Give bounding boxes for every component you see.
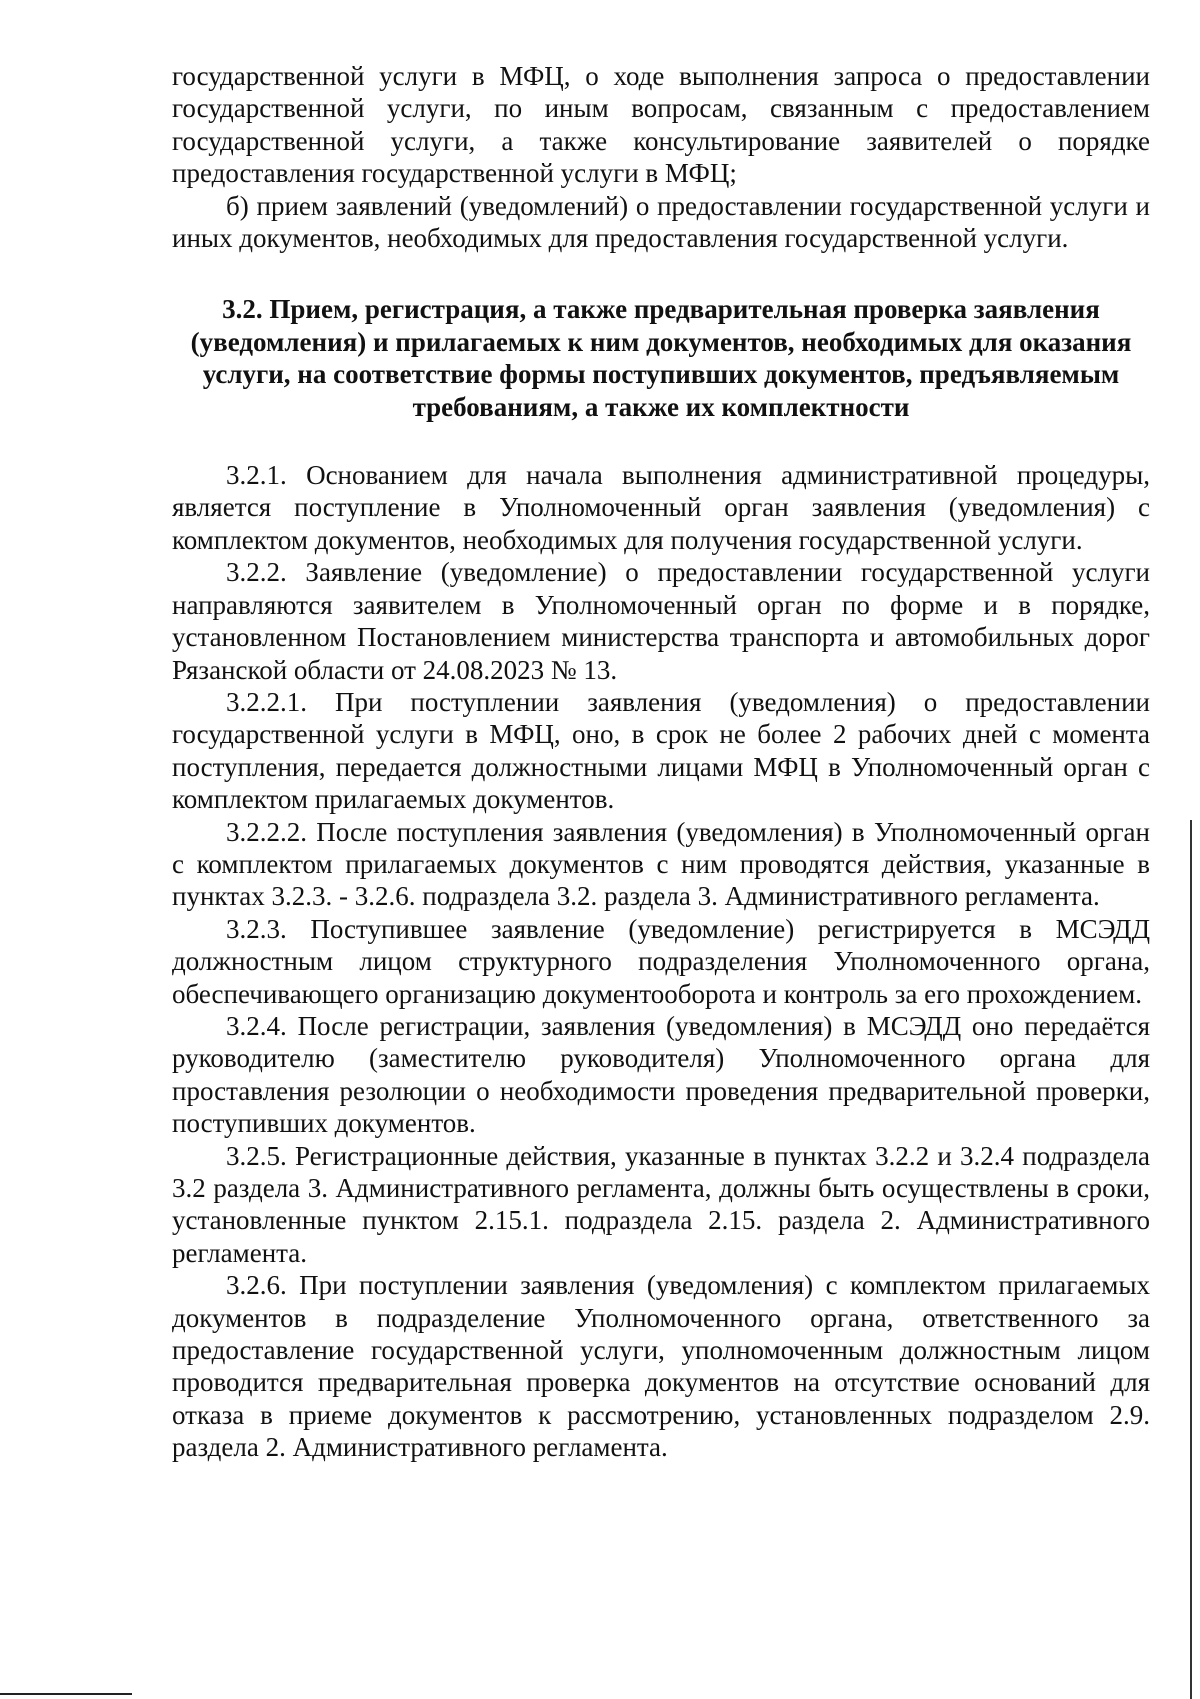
paragraph-3-2-6: 3.2.6. При поступлении заявления (уведомления) с комплектом прилагаемых документов в подразделение Уполномоченного органа, ответственного за предоставление государственной услуги, уполномоченным должностным лицом проводится предварительная проверка документов на отсутствие оснований для отказа в приеме документов к рассмотрению, установленных подразделом 2.9. раздела 2. Административного регламента. — [172, 1270, 1150, 1463]
scan-edge-line — [1190, 820, 1192, 1699]
paragraph-3-2-3: 3.2.3. Поступившее заявление (уведомление) регистрируется в МСЭДД должностным лицом структурного подразделения Уполномоченного органа, обеспечивающего организацию документооборота и контроль за его прохождением. — [172, 913, 1150, 1009]
document-page — [172, 60, 1150, 1464]
paragraph-3-2-4: 3.2.4. После регистрации, заявления (уведомления) в МСЭДД оно передаётся руководителю (заместителю руководителя) Уполномоченного органа для проставления резолюции о необходимости проведения предварительной проверки, поступивших документов. — [172, 1010, 1150, 1139]
section-heading: 3.2. Прием, регистрация, а также предварительная проверка заявления (уведомления) и прилагаемых к ним документов, необходимых для оказания услуги, на соответствие формы поступивших документов, предъявляемым требованиям, а также их комплектности — [190, 294, 1132, 422]
intro-paragraph-continuation: государственной услуги в МФЦ, о ходе выполнения запроса о предоставлении государственной услуги, по иным вопросам, связанным с предоставлением государственной услуги, а также консультирование заявителей о порядке предоставления государственной услуги в МФЦ; — [172, 61, 1150, 189]
intro-paragraph-item-b: б) прием заявлений (уведомлений) о предоставлении государственной услуги и иных документов, необходимых для предоставления государственной услуги. — [172, 190, 1150, 254]
paragraph-3-2-2-1: 3.2.2.1. При поступлении заявления (уведомления) о предоставлении государственной услуги в МФЦ, оно, в срок не более 2 рабочих дней с момента поступления, передается должностными лицами МФЦ в Уполномоченный орган с комплектом прилагаемых документов. — [172, 686, 1150, 815]
scan-edge-line — [0, 1693, 132, 1695]
spacer — [172, 423, 1150, 459]
paragraph-3-2-5: 3.2.5. Регистрационные действия, указанные в пунктах 3.2.2 и 3.2.4 подраздела 3.2 раздела 3. Административного регламента, должны быть осуществлены в сроки, установленные пунктом 2.15.1. подраздела 2.15. раздела 2. Административного регламента. — [172, 1140, 1150, 1268]
paragraph-3-2-2-2: 3.2.2.2. После поступления заявления (уведомления) в Уполномоченный орган с комплектом прилагаемых документов с ним проводятся действия, указанные в пунктах 3.2.3. - 3.2.6. подраздела 3.2. раздела 3. Административного регламента. — [172, 816, 1150, 912]
spacer — [172, 254, 1150, 293]
paragraph-3-2-1: 3.2.1. Основанием для начала выполнения административной процедуры, является поступление в Уполномоченный орган заявления (уведомления) с комплектом документов, необходимых для получения государственной услуги. — [172, 460, 1150, 555]
paragraph-3-2-2: 3.2.2. Заявление (уведомление) о предоставлении государственной услуги направляются заявителем в Уполномоченный орган по форме и в порядке, установленном Постановлением министерства транспорта и автомобильных дорог Рязанской области от 24.08.2023 № 13. — [172, 557, 1150, 685]
